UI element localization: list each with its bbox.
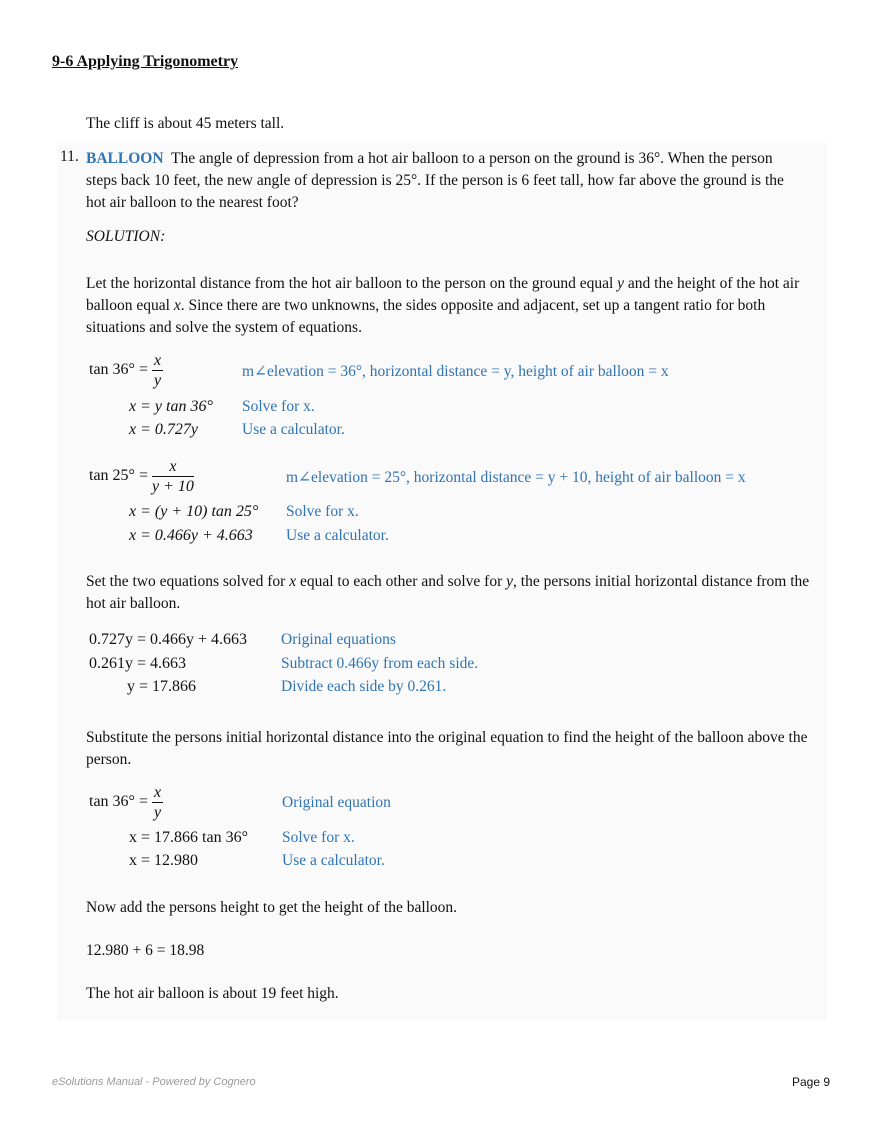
block1-denominator: y bbox=[153, 372, 162, 389]
para2-var-x: x bbox=[289, 573, 297, 590]
page-heading: 9-6 Applying Trigonometry bbox=[52, 53, 239, 70]
block1-note-1: m∠elevation = 36°, horizontal distance = y, height of air balloon = x bbox=[242, 363, 669, 380]
block3-note-1: Original equations bbox=[281, 631, 396, 648]
block2-numerator: x bbox=[152, 457, 194, 477]
para1-text-b: and the height of the hot air balloon equal bbox=[86, 275, 800, 314]
problem-statement bbox=[86, 148, 828, 214]
problem-line-1: The angle of depression from a hot air balloon to a person on the ground is 36°. When the person bbox=[171, 150, 773, 167]
block2-note-1: m∠elevation = 25°, horizontal distance = y + 10, height of air balloon = x bbox=[286, 469, 746, 486]
block2-denominator: y + 10 bbox=[151, 478, 194, 495]
block1-lhs: tan 36° = bbox=[89, 361, 148, 379]
solution-paragraph-1 bbox=[86, 273, 828, 339]
block2-equation-2: x = (y + 10) tan 25° bbox=[129, 503, 259, 520]
para1-text-a: Let the horizontal distance from the hot air balloon to the person on the ground equal bbox=[86, 275, 614, 292]
para2-var-y: y bbox=[506, 573, 514, 590]
block4-lhs: tan 36° = bbox=[89, 793, 148, 811]
block3-equation-3: y = 17.866 bbox=[127, 678, 197, 695]
block4-fraction bbox=[152, 783, 163, 822]
intro-text: The cliff is about 45 meters tall. bbox=[86, 115, 285, 132]
height-calculation: 12.980 + 6 = 18.98 bbox=[86, 942, 205, 959]
block4-numerator: x bbox=[153, 784, 162, 801]
solution-label: SOLUTION: bbox=[86, 228, 166, 245]
block4-equation-3: x = 12.980 bbox=[129, 852, 199, 869]
solution-paragraph-4: Now add the persons height to get the height of the balloon. bbox=[86, 899, 458, 916]
block3-note-2: Subtract 0.466y from each side. bbox=[281, 655, 479, 672]
block1-numerator: x bbox=[153, 352, 162, 369]
block1-equation-2: x = y tan 36° bbox=[129, 398, 213, 415]
block2-lhs: tan 25° = bbox=[89, 467, 148, 485]
footer-page-number: Page 9 bbox=[792, 1075, 831, 1089]
block4-note-2: Solve for x. bbox=[282, 829, 355, 846]
block4-note-3: Use a calculator. bbox=[282, 852, 385, 869]
block3-equation-1: 0.727y = 0.466y + 4.663 bbox=[89, 631, 248, 648]
solution-paragraph-2 bbox=[86, 571, 828, 615]
block3-note-3: Divide each side by 0.261. bbox=[281, 678, 447, 695]
problem-line-2: steps back 10 feet, the new angle of depression is 25°. If the person is 6 feet tall, how far above the ground is the bbox=[86, 172, 784, 189]
conclusion-text: The hot air balloon is about 19 feet high. bbox=[86, 985, 339, 1002]
block2-equation-1 bbox=[89, 457, 194, 496]
block4-equation-2: x = 17.866 tan 36° bbox=[129, 829, 248, 846]
block1-note-3: Use a calculator. bbox=[242, 421, 345, 438]
para2-text-b: equal to each other and solve for bbox=[299, 573, 503, 590]
problem-label: BALLOON bbox=[86, 150, 164, 167]
block2-fraction bbox=[152, 457, 194, 496]
block1-note-2: Solve for x. bbox=[242, 398, 315, 415]
block4-denominator: y bbox=[153, 804, 162, 821]
solution-paragraph-3: Substitute the persons initial horizontal distance into the original equation to find the height of the balloon above the person. bbox=[86, 729, 808, 768]
block3-equation-2: 0.261y = 4.663 bbox=[89, 655, 187, 672]
para1-var-y: y bbox=[617, 275, 625, 292]
problem-number: 11. bbox=[60, 148, 79, 165]
problem-line-3: hot air balloon to the nearest foot? bbox=[86, 194, 299, 211]
block2-note-2: Solve for x. bbox=[286, 503, 359, 520]
para2-text-c: , the persons initial horizontal distance from the hot air balloon. bbox=[86, 573, 810, 612]
block1-equation-3: x = 0.727y bbox=[129, 421, 198, 438]
block2-equation-3: x = 0.466y + 4.663 bbox=[129, 527, 253, 544]
block1-equation-1 bbox=[89, 351, 163, 390]
block1-fraction bbox=[152, 351, 163, 390]
block2-note-3: Use a calculator. bbox=[286, 527, 389, 544]
para2-text-a: Set the two equations solved for bbox=[86, 573, 286, 590]
block4-note-1: Original equation bbox=[282, 794, 391, 811]
block4-equation-1 bbox=[89, 783, 163, 822]
para1-var-x: x bbox=[173, 297, 181, 314]
footer-publisher: eSolutions Manual - Powered by Cognero bbox=[52, 1076, 256, 1088]
para1-text-c: . Since there are two unknowns, the sides opposite and adjacent, set up a tangent ratio for both situations and solve the system of equations. bbox=[86, 297, 766, 336]
